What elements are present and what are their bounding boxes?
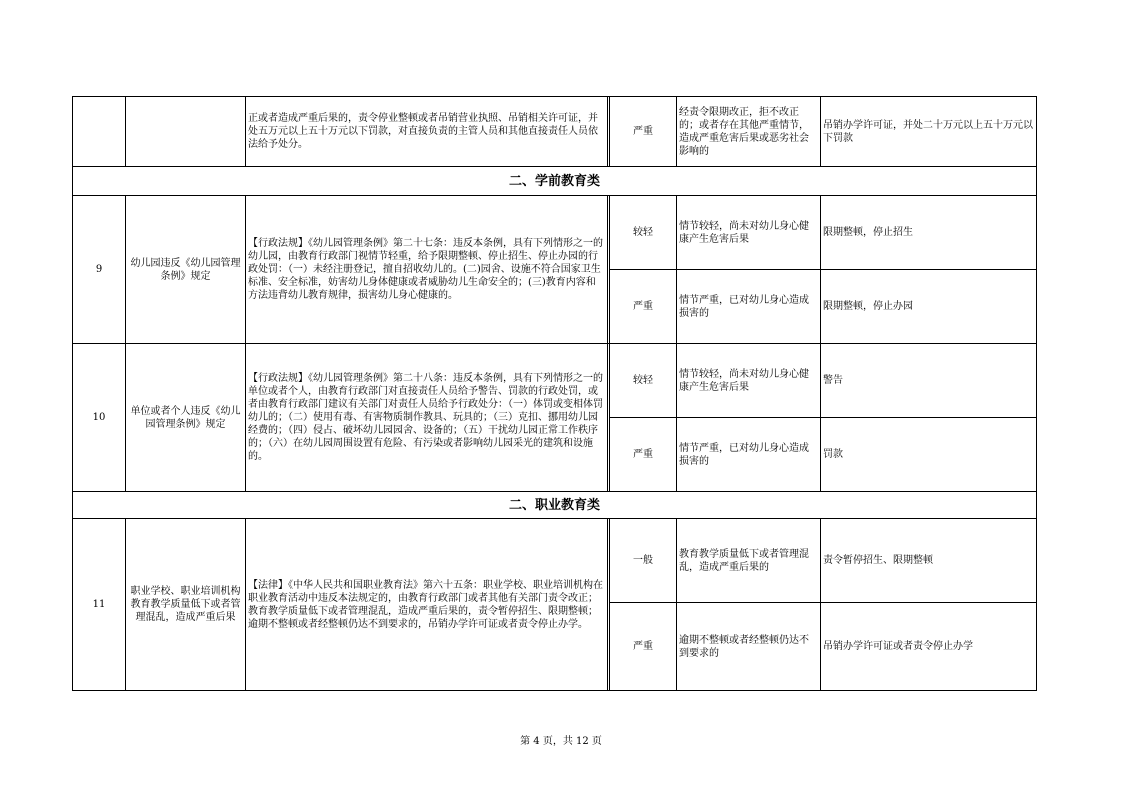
violation-item-cell: 单位或者个人违反《幼儿园管理条例》规定 — [126, 344, 246, 492]
severity-cell: 严重 — [610, 97, 677, 167]
section-row — [73, 492, 1037, 519]
row-number-cell — [73, 97, 126, 167]
table-row — [73, 344, 1037, 418]
legal-basis-cell: 【法律】《中华人民共和国职业教育法》第六十五条：职业学校、职业培训机构在职业教育活动中违反本法规定的，由教育行政部门或者其他有关部门责令改正；教育教学质量低下或者管理混乱，造成严重后果的，责令暂停招生、限期整顿；逾期不整顿或者经整顿仍达不到要求的，吊销办学许可证或者责令停止办学。 — [246, 519, 608, 691]
section-heading: 二、学前教育类 — [73, 167, 1037, 196]
table-row — [73, 519, 1037, 603]
table-row — [73, 97, 1037, 167]
penalty-cell: 吊销办学许可证或者责令停止办学 — [821, 603, 1037, 691]
circumstance-cell: 情节严重，已对幼儿身心造成损害的 — [677, 418, 821, 492]
violation-item-cell: 职业学校、职业培训机构教育教学质量低下或者管理混乱，造成严重后果 — [126, 519, 246, 691]
severity-cell: 严重 — [610, 603, 677, 691]
penalty-cell: 限期整顿，停止办园 — [821, 270, 1037, 344]
section-heading: 二、职业教育类 — [73, 492, 1037, 519]
penalty-standard-table — [72, 96, 1037, 691]
penalty-cell: 吊销办学许可证，并处二十万元以上五十万元以下罚款 — [821, 97, 1037, 167]
legal-basis-cell: 正或者造成严重后果的，责令停业整顿或者吊销营业执照、吊销相关许可证，并处五万元以上五十万元以下罚款，对直接负责的主管人员和其他直接责任人员依法给予处分。 — [246, 97, 608, 167]
circumstance-cell: 经责令限期改正，拒不改正的；或者存在其他严重情节，造成严重危害后果或恶劣社会影响的 — [677, 97, 821, 167]
circumstance-cell: 逾期不整顿或者经整顿仍达不到要求的 — [677, 603, 821, 691]
circumstance-cell: 情节较轻，尚未对幼儿身心健康产生危害后果 — [677, 196, 821, 270]
severity-cell: 一般 — [610, 519, 677, 603]
severity-cell: 较轻 — [610, 196, 677, 270]
penalty-cell: 罚款 — [821, 418, 1037, 492]
circumstance-cell: 情节严重，已对幼儿身心造成损害的 — [677, 270, 821, 344]
severity-cell: 严重 — [610, 270, 677, 344]
penalty-cell: 限期整顿，停止招生 — [821, 196, 1037, 270]
table-row — [73, 196, 1037, 270]
severity-cell: 严重 — [610, 418, 677, 492]
severity-cell: 较轻 — [610, 344, 677, 418]
penalty-cell: 责令暂停招生、限期整顿 — [821, 519, 1037, 603]
violation-item-cell — [126, 97, 246, 167]
row-number-cell: 11 — [73, 519, 126, 691]
violation-item-cell: 幼儿园违反《幼儿园管理条例》规定 — [126, 196, 246, 344]
circumstance-cell: 教育教学质量低下或者管理混乱，造成严重后果的 — [677, 519, 821, 603]
page-footer: 第 4 页，共 12 页 — [520, 736, 602, 747]
legal-basis-cell: 【行政法规】《幼儿园管理条例》第二十七条：违反本条例，具有下列情形之一的幼儿园，由教育行政部门视情节轻重，给予限期整顿、停止招生、停止办园的行政处罚：（一）未经注册登记，擅自招收幼儿的。(二)园舍、设施不符合国家卫生标准、安全标准，妨害幼儿身体健康或者威胁幼儿生命安全的；(三)教育内容和方法违背幼儿教育规律，损害幼儿身心健康的。 — [246, 196, 608, 344]
row-number-cell: 9 — [73, 196, 126, 344]
penalty-cell: 警告 — [821, 344, 1037, 418]
legal-basis-cell: 【行政法规】《幼儿园管理条例》第二十八条：违反本条例，具有下列情形之一的单位或者个人，由教育行政部门对直接责任人员给予警告、罚款的行政处罚，或者由教育行政部门建议有关部门对责任人员给予行政处分：（一）体罚或变相体罚幼儿的；（二）使用有毒、有害物质制作教具、玩具的；（三）克扣、挪用幼儿园经费的；（四）侵占、破坏幼儿园园舍、设备的；（五）干扰幼儿园正常工作秩序的；（六）在幼儿园周围设置有危险、有污染或者影响幼儿园采光的建筑和设施的。 — [246, 344, 608, 492]
section-row — [73, 167, 1037, 196]
row-number-cell: 10 — [73, 344, 126, 492]
circumstance-cell: 情节较轻，尚未对幼儿身心健康产生危害后果 — [677, 344, 821, 418]
